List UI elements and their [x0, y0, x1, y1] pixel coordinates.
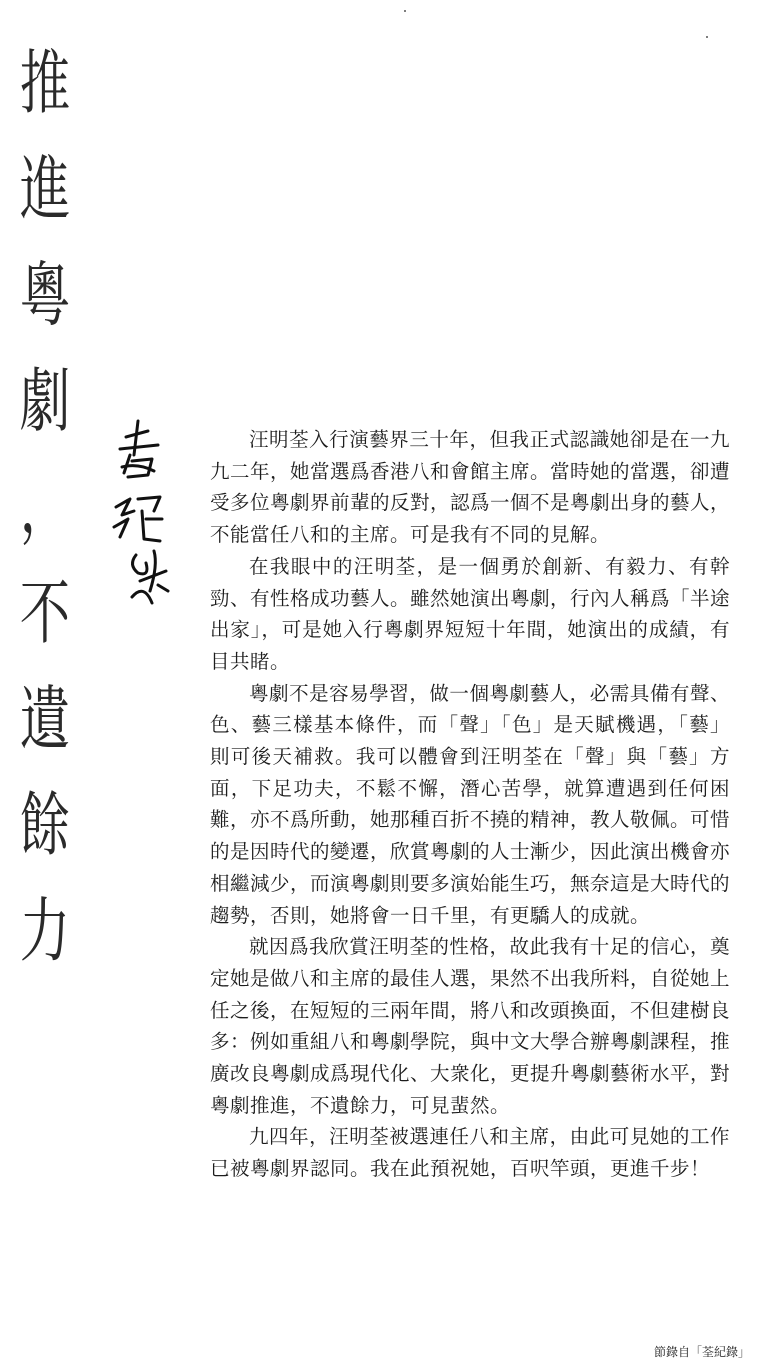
paragraph: 九四年，汪明荃被選連任八和主席，由此可見她的工作已被粵劇界認同。我在此預祝她，百呎竿頭，更進千步！: [210, 1125, 730, 1181]
title-char: 粵: [19, 254, 71, 336]
paragraph: 汪明荃入行演藝界三十年，但我正式認識她卻是在一九九二年，她當選爲香港八和會館主席。當時她的當選，卻遭受多位粵劇界前輩的反對，認爲一個不是粵劇出身的藝人，不能當任八和的主席。可是我有不同的見解。: [210, 428, 731, 547]
paragraph: 在我眼中的汪明荃，是一個勇於創新、有毅力、有幹勁、有性格成功藝人。雖然她演出粵劇，行內人稱爲「半途出家」，可是她入行粵劇界短短十年間，她演出的成績，有目共睹。: [210, 554, 731, 673]
title-char: 遺: [19, 678, 71, 760]
title-char: 不: [19, 572, 71, 654]
scan-speck: [706, 36, 708, 38]
title-char: 進: [19, 148, 71, 230]
paragraph: 粵劇不是容易學習，做一個粵劇藝人，必需具備有聲、色、藝三樣基本條件，而「聲」「色」是天賦機遇，「藝」則可後天補救。我可以體會到汪明荃在「聲」與「藝」方面，下足功夫，不鬆不懈，潛心苦學，就算遭遇到任何困難，亦不爲所動，她那種百折不撓的精神，教人敬佩。可惜的是因時代的變遷，欣賞粵劇的人士漸少，因此演出機會亦相繼減少，而演粵劇則要多演始能生巧，無奈這是大時代的趨勢，否則，她將會一日千里，有更驕人的成就。: [210, 681, 731, 927]
title-char: 力: [19, 890, 71, 972]
article-body: [210, 424, 730, 1185]
title-char: 推: [19, 42, 71, 124]
vertical-title: [4, 30, 86, 984]
source-caption: 節錄自「荃紀錄」: [653, 1345, 750, 1359]
scan-speck: [404, 10, 406, 12]
title-char: ，: [19, 466, 71, 548]
handwritten-signature: [108, 415, 178, 615]
title-char: 餘: [19, 784, 71, 866]
signature-drawing: [108, 415, 178, 615]
paragraph: 就因爲我欣賞汪明荃的性格，故此我有十足的信心，奠定她是做八和主席的最佳人選，果然不出我所料，自從她上任之後，在短短的三兩年間，將八和改頭換面，不但建樹良多：例如重組八和粵劇學院，與中文大學合辦粵劇課程，推廣改良粵劇成爲現代化、大衆化，更提升粵劇藝術水平，對粵劇推進，不遺餘力，可見蜚然。: [210, 935, 731, 1117]
title-char: 劇: [19, 360, 71, 442]
